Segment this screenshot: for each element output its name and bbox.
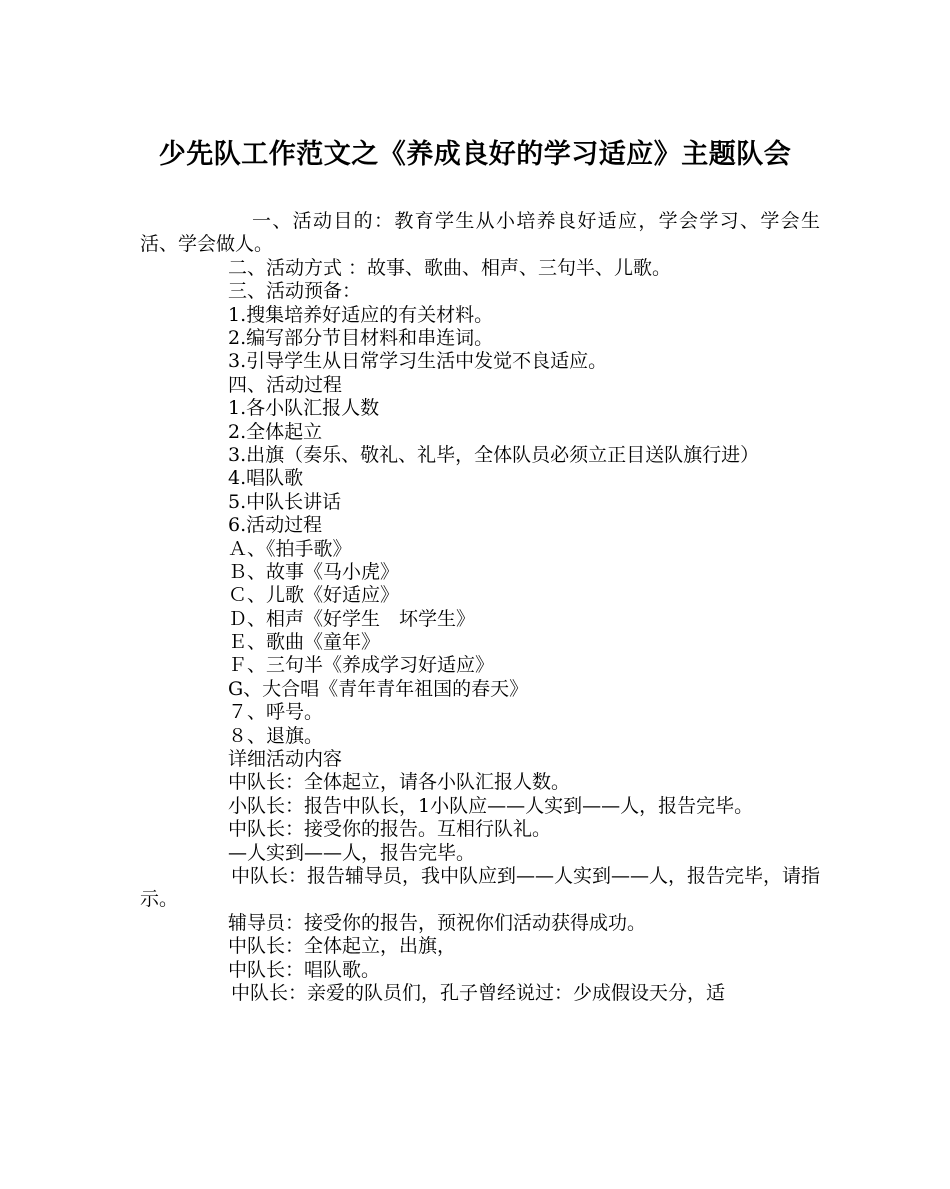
list-item: 1.搜集培养好适应的有关材料。 [228,303,494,326]
program-item: Ｅ、歌曲《童年》 [228,631,381,654]
section-heading-details: 详细活动内容 [228,748,343,771]
list-item: 1.各小队汇报人数 [228,397,380,420]
dialogue-line: 中队长：报告辅导员，我中队应到——人实到——人，报告完毕，请指示。 [140,864,821,911]
dialogue-line: 中队长：全体起立，出旗， [228,935,457,958]
dialogue-line: 中队长：唱队歌。 [228,958,381,981]
dialogue-line: 中队长：全体起立，请各小队汇报人数。 [228,771,571,794]
program-item: Ｃ、儿歌《好适应》 [228,584,400,607]
dialogue-line: 辅导员：接受你的报告，预祝你们活动获得成功。 [228,911,647,934]
list-item: 2.全体起立 [228,420,323,443]
program-item: Ｄ、相声《好学生 坏学生》 [228,607,476,630]
list-item: 4.唱队歌 [228,467,304,490]
list-item: 3.引导学生从日常学习生活中发觉不良适应。 [228,350,608,373]
program-item: G、大合唱《青年青年祖国的春天》 [228,677,529,700]
document-body [140,210,820,1005]
list-item: 6.活动过程 [228,514,323,537]
paragraph-activity-method: 二、活动方式 ：故事、歌曲、相声、三句半、儿歌。 [228,256,672,279]
dialogue-line: 小队长：报告中队长，1小队应——人实到——人，报告完毕。 [228,794,754,817]
paragraph-activity-process: 四、活动过程 [228,373,343,396]
document-title: 少先队工作范文之《养成良好的学习适应》主题队会 [158,139,792,170]
dialogue-line: 中队长：亲爱的队员们，孔子曾经说过：少成假设天分，适 [231,981,726,1004]
list-item: ７、呼号。 [228,701,324,724]
dialogue-line: 中队长：接受你的报告。互相行队礼。 [228,818,552,841]
paragraph-activity-goal: 一、活动目的：教育学生从小培养良好适应，学会学习、学会生活、学会做人。 [140,210,820,256]
program-item: Ｆ、三句半《养成学习好适应》 [228,654,495,677]
paragraph-activity-preparation: 三、活动预备： [228,280,362,303]
program-item: Ａ、《拍手歌》 [228,537,352,560]
dialogue-line: —人实到——人，报告完毕。 [228,841,476,864]
list-item: 3.出旗（奏乐、敬礼、礼毕，全体队员必须立正目送队旗行进） [228,443,760,466]
program-item: Ｂ、故事《马小虎》 [228,560,400,583]
list-item: ８、退旗。 [228,724,324,747]
list-item: 5.中队长讲话 [228,490,342,513]
list-item: 2.编写部分节目材料和串连词。 [228,326,494,349]
